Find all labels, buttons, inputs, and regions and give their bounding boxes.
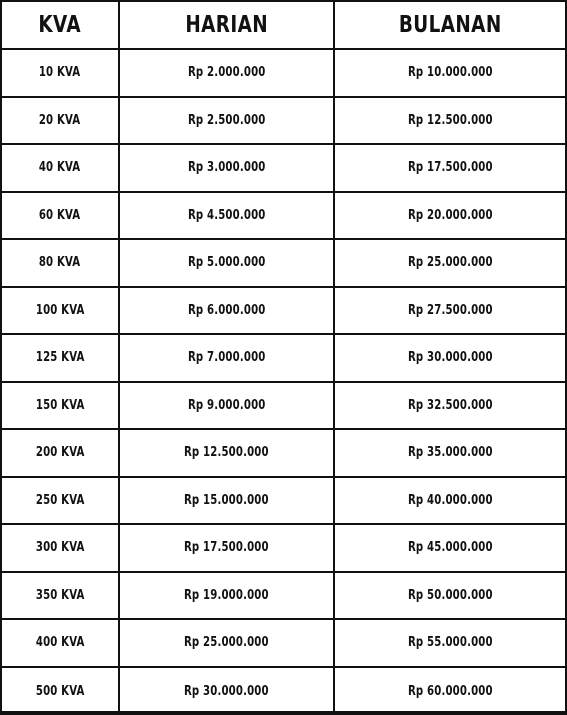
cell-bulanan-text: Rp 40.000.000 <box>407 492 493 508</box>
header-kva <box>2 2 120 48</box>
header-bulanan-label: BULANAN <box>398 12 502 38</box>
cell-kva <box>2 525 120 571</box>
cell-harian <box>120 50 335 96</box>
cell-harian <box>120 478 335 524</box>
cell-harian-text: Rp 15.000.000 <box>184 492 269 508</box>
cell-bulanan <box>335 525 565 571</box>
table-header-row <box>2 2 565 50</box>
table-row <box>2 240 565 288</box>
cell-kva-text: 20 KVA <box>39 112 81 128</box>
cell-kva-text: 80 KVA <box>39 255 81 271</box>
table-row <box>2 288 565 336</box>
cell-bulanan <box>335 620 565 666</box>
cell-harian-text: Rp 4.500.000 <box>187 207 266 223</box>
header-bulanan <box>335 2 565 48</box>
cell-bulanan-text: Rp 35.000.000 <box>407 445 493 461</box>
table-row <box>2 478 565 526</box>
cell-bulanan <box>335 145 565 191</box>
cell-bulanan <box>335 193 565 239</box>
table-row <box>2 335 565 383</box>
cell-bulanan <box>335 668 565 715</box>
table-row <box>2 50 565 98</box>
cell-kva <box>2 668 120 715</box>
cell-bulanan-text: Rp 55.000.000 <box>407 635 493 651</box>
table-row <box>2 98 565 146</box>
cell-bulanan <box>335 240 565 286</box>
table-row <box>2 668 565 715</box>
cell-kva <box>2 383 120 429</box>
cell-bulanan-text: Rp 10.000.000 <box>407 65 493 81</box>
cell-kva <box>2 288 120 334</box>
table-row <box>2 383 565 431</box>
header-harian-label: HARIAN <box>185 12 268 38</box>
cell-harian-text: Rp 25.000.000 <box>184 635 269 651</box>
cell-kva <box>2 478 120 524</box>
cell-bulanan <box>335 383 565 429</box>
cell-bulanan-text: Rp 17.500.000 <box>407 160 493 176</box>
cell-bulanan <box>335 430 565 476</box>
table-row <box>2 430 565 478</box>
cell-harian <box>120 288 335 334</box>
cell-kva <box>2 193 120 239</box>
table-row <box>2 145 565 193</box>
header-harian <box>120 2 335 48</box>
cell-harian-text: Rp 6.000.000 <box>187 302 266 318</box>
cell-harian <box>120 240 335 286</box>
cell-kva-text: 300 KVA <box>35 540 85 556</box>
cell-harian-text: Rp 19.000.000 <box>184 587 269 603</box>
cell-kva-text: 10 KVA <box>39 65 81 81</box>
cell-harian <box>120 193 335 239</box>
cell-bulanan <box>335 98 565 144</box>
cell-bulanan-text: Rp 32.500.000 <box>407 397 493 413</box>
cell-kva <box>2 335 120 381</box>
cell-kva-text: 150 KVA <box>35 397 85 413</box>
cell-harian <box>120 430 335 476</box>
table-row <box>2 525 565 573</box>
cell-harian-text: Rp 3.000.000 <box>187 160 266 176</box>
cell-bulanan-text: Rp 27.500.000 <box>407 302 493 318</box>
cell-kva <box>2 145 120 191</box>
cell-harian-text: Rp 5.000.000 <box>187 255 266 271</box>
cell-kva <box>2 98 120 144</box>
cell-harian-text: Rp 2.000.000 <box>187 65 266 81</box>
table-row <box>2 193 565 241</box>
cell-kva-text: 500 KVA <box>35 683 85 699</box>
cell-harian <box>120 525 335 571</box>
table-row <box>2 620 565 668</box>
cell-harian-text: Rp 12.500.000 <box>184 445 269 461</box>
cell-kva-text: 250 KVA <box>35 492 85 508</box>
cell-bulanan-text: Rp 45.000.000 <box>407 540 493 556</box>
cell-bulanan-text: Rp 60.000.000 <box>407 683 493 699</box>
cell-kva-text: 40 KVA <box>39 160 81 176</box>
cell-harian <box>120 335 335 381</box>
table-row <box>2 573 565 621</box>
cell-harian <box>120 668 335 715</box>
cell-kva-text: 200 KVA <box>35 445 85 461</box>
cell-kva-text: 400 KVA <box>35 635 85 651</box>
cell-kva-text: 100 KVA <box>35 302 85 318</box>
cell-bulanan <box>335 335 565 381</box>
cell-harian-text: Rp 30.000.000 <box>184 683 269 699</box>
cell-bulanan-text: Rp 25.000.000 <box>407 255 493 271</box>
cell-harian <box>120 573 335 619</box>
cell-kva <box>2 240 120 286</box>
cell-harian <box>120 98 335 144</box>
cell-kva-text: 60 KVA <box>39 207 81 223</box>
cell-harian <box>120 383 335 429</box>
cell-harian-text: Rp 17.500.000 <box>184 540 269 556</box>
cell-bulanan-text: Rp 30.000.000 <box>407 350 493 366</box>
cell-bulanan-text: Rp 12.500.000 <box>407 112 493 128</box>
cell-kva-text: 125 KVA <box>35 350 85 366</box>
cell-bulanan <box>335 478 565 524</box>
cell-kva <box>2 50 120 96</box>
cell-bulanan-text: Rp 20.000.000 <box>407 207 493 223</box>
cell-harian <box>120 620 335 666</box>
cell-kva <box>2 430 120 476</box>
cell-bulanan <box>335 573 565 619</box>
cell-kva-text: 350 KVA <box>35 587 85 603</box>
cell-harian <box>120 145 335 191</box>
cell-harian-text: Rp 9.000.000 <box>187 397 266 413</box>
cell-bulanan <box>335 288 565 334</box>
header-kva-label: KVA <box>38 12 82 38</box>
cell-harian-text: Rp 2.500.000 <box>187 112 266 128</box>
cell-bulanan <box>335 50 565 96</box>
cell-harian-text: Rp 7.000.000 <box>187 350 266 366</box>
cell-bulanan-text: Rp 50.000.000 <box>407 587 493 603</box>
cell-kva <box>2 620 120 666</box>
cell-kva <box>2 573 120 619</box>
